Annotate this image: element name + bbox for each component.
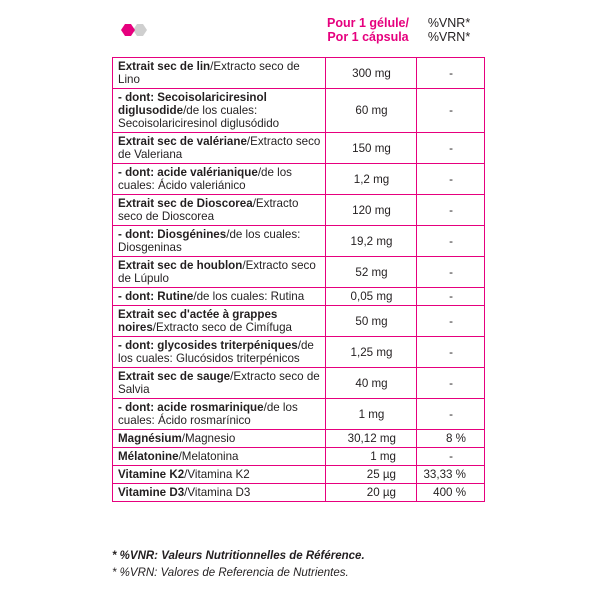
vnr-cell: - — [417, 288, 485, 306]
ingredient-name-fr: Extrait sec de Dioscorea — [118, 197, 253, 210]
per-capsule-heading-es: Por 1 cápsula — [327, 30, 409, 44]
ingredient-cell — [113, 89, 326, 133]
nutrition-table — [112, 57, 485, 502]
ingredient-name-es: /de los cuales: Ácido rosmarínico — [118, 401, 298, 427]
ingredient-cell — [113, 306, 326, 337]
amount-cell: 1 mg — [326, 448, 417, 466]
ingredient-name-es: /de los cuales: Rutina — [193, 290, 305, 303]
vnr-cell: - — [417, 337, 485, 368]
ingredient-cell — [113, 430, 326, 448]
ingredient-name-fr: - dont: Secoisolariciresinol diglusodide — [118, 91, 267, 117]
ingredient-name-fr: - dont: acide rosmarinique — [118, 401, 264, 414]
ingredient-name-es: /de los cuales: Glucósidos triterpénicos — [118, 339, 314, 365]
table-row — [113, 368, 485, 399]
table-row — [113, 430, 485, 448]
ingredient-name-es: /Extracto seco de Lúpulo — [118, 259, 316, 285]
table-row — [113, 306, 485, 337]
table-row — [113, 58, 485, 89]
ingredient-name-es: /Melatonina — [178, 450, 239, 463]
ingredient-cell — [113, 195, 326, 226]
table-row — [113, 448, 485, 466]
table-row — [113, 195, 485, 226]
ingredient-name-es: /Vitamina D3 — [184, 486, 251, 499]
pink-hexagon-logo-icon — [120, 22, 154, 38]
ingredient-cell — [113, 337, 326, 368]
vnr-cell: - — [417, 368, 485, 399]
ingredient-name-es: /Extracto seco de Cimífuga — [152, 321, 292, 334]
table-row — [113, 399, 485, 430]
vnr-cell: 8 % — [417, 430, 485, 448]
ingredient-cell — [113, 133, 326, 164]
ingredient-cell — [113, 399, 326, 430]
amount-cell: 25 µg — [326, 466, 417, 484]
ingredient-name-es: /Extracto seco de Dioscorea — [118, 197, 299, 223]
vnr-cell: 33,33 % — [417, 466, 485, 484]
vnr-cell: - — [417, 306, 485, 337]
ingredient-name-es: /Vitamina K2 — [184, 468, 250, 481]
ingredient-cell — [113, 448, 326, 466]
amount-cell: 30,12 mg — [326, 430, 417, 448]
ingredient-name-fr: Extrait sec de sauge — [118, 370, 231, 383]
vnr-cell: 400 % — [417, 484, 485, 502]
ingredient-name-fr: Extrait sec de houblon — [118, 259, 243, 272]
ingredient-name-fr: Extrait sec de valériane — [118, 135, 247, 148]
vnr-cell: - — [417, 164, 485, 195]
ingredient-name-fr: - dont: Diosgénines — [118, 228, 227, 241]
footnote-vrn-es: * %VRN: Valores de Referencia de Nutrientes. — [112, 567, 349, 579]
ingredient-name-es: /Extracto seco de Salvia — [118, 370, 320, 396]
ingredient-name-fr: Magnésium — [118, 432, 182, 445]
amount-cell: 50 mg — [326, 306, 417, 337]
ingredient-name-fr: - dont: acide valérianique — [118, 166, 258, 179]
amount-cell: 19,2 mg — [326, 226, 417, 257]
table-row — [113, 89, 485, 133]
ingredient-cell — [113, 368, 326, 399]
amount-cell: 1 mg — [326, 399, 417, 430]
table-row — [113, 337, 485, 368]
per-capsule-heading — [320, 16, 416, 44]
table-row — [113, 257, 485, 288]
vnr-cell: - — [417, 133, 485, 164]
amount-cell: 1,25 mg — [326, 337, 417, 368]
amount-cell: 60 mg — [326, 89, 417, 133]
vnr-cell: - — [417, 195, 485, 226]
vnr-heading-fr: %VNR* — [427, 16, 471, 30]
vnr-cell: - — [417, 448, 485, 466]
ingredient-cell — [113, 257, 326, 288]
ingredient-cell — [113, 466, 326, 484]
vnr-cell: - — [417, 399, 485, 430]
ingredient-cell — [113, 226, 326, 257]
amount-cell: 40 mg — [326, 368, 417, 399]
table-header — [112, 16, 484, 50]
table-row — [113, 484, 485, 502]
vnr-cell: - — [417, 226, 485, 257]
amount-cell: 150 mg — [326, 133, 417, 164]
ingredient-name-fr: Mélatonine — [118, 450, 179, 463]
ingredient-name-es: /de los cuales: Secoisolariciresinol diglusódido — [118, 104, 280, 130]
amount-cell: 52 mg — [326, 257, 417, 288]
ingredient-name-fr: - dont: Rutine — [118, 290, 194, 303]
per-capsule-heading-fr: Pour 1 gélule/ — [327, 16, 409, 30]
amount-cell: 1,2 mg — [326, 164, 417, 195]
ingredient-name-fr: Vitamine K2 — [118, 468, 185, 481]
ingredient-name-es: /Extracto seco de Valeriana — [118, 135, 321, 161]
ingredient-name-es: /Magnesio — [181, 432, 236, 445]
amount-cell: 120 mg — [326, 195, 417, 226]
footnotes — [112, 548, 512, 582]
ingredient-cell — [113, 58, 326, 89]
ingredient-name-es: /de los cuales: Diosgeninas — [118, 228, 301, 254]
table-row — [113, 164, 485, 195]
ingredient-name-es: /Extracto seco de Lino — [118, 60, 300, 86]
amount-cell: 0,05 mg — [326, 288, 417, 306]
ingredient-name-fr: Extrait sec de lin — [118, 60, 211, 73]
footnote-vnr-fr: * %VNR: Valeurs Nutritionnelles de Référence. — [112, 550, 365, 562]
ingredient-name-fr: Extrait sec d'actée à grappes noires — [118, 308, 278, 334]
ingredient-cell — [113, 484, 326, 502]
vnr-cell: - — [417, 257, 485, 288]
table-row — [113, 133, 485, 164]
amount-cell: 300 mg — [326, 58, 417, 89]
vnr-cell: - — [417, 89, 485, 133]
ingredient-cell — [113, 288, 326, 306]
table-row — [113, 288, 485, 306]
vnr-heading-es: %VRN* — [427, 30, 471, 44]
vnr-cell: - — [417, 58, 485, 89]
ingredient-name-fr: - dont: glycosides triterpéniques — [118, 339, 298, 352]
table-row — [113, 226, 485, 257]
amount-cell: 20 µg — [326, 484, 417, 502]
ingredient-cell — [113, 164, 326, 195]
table-row — [113, 466, 485, 484]
ingredient-name-fr: Vitamine D3 — [118, 486, 185, 499]
vnr-heading — [417, 16, 481, 44]
ingredient-name-es: /de los cuales: Ácido valeriánico — [118, 166, 292, 192]
